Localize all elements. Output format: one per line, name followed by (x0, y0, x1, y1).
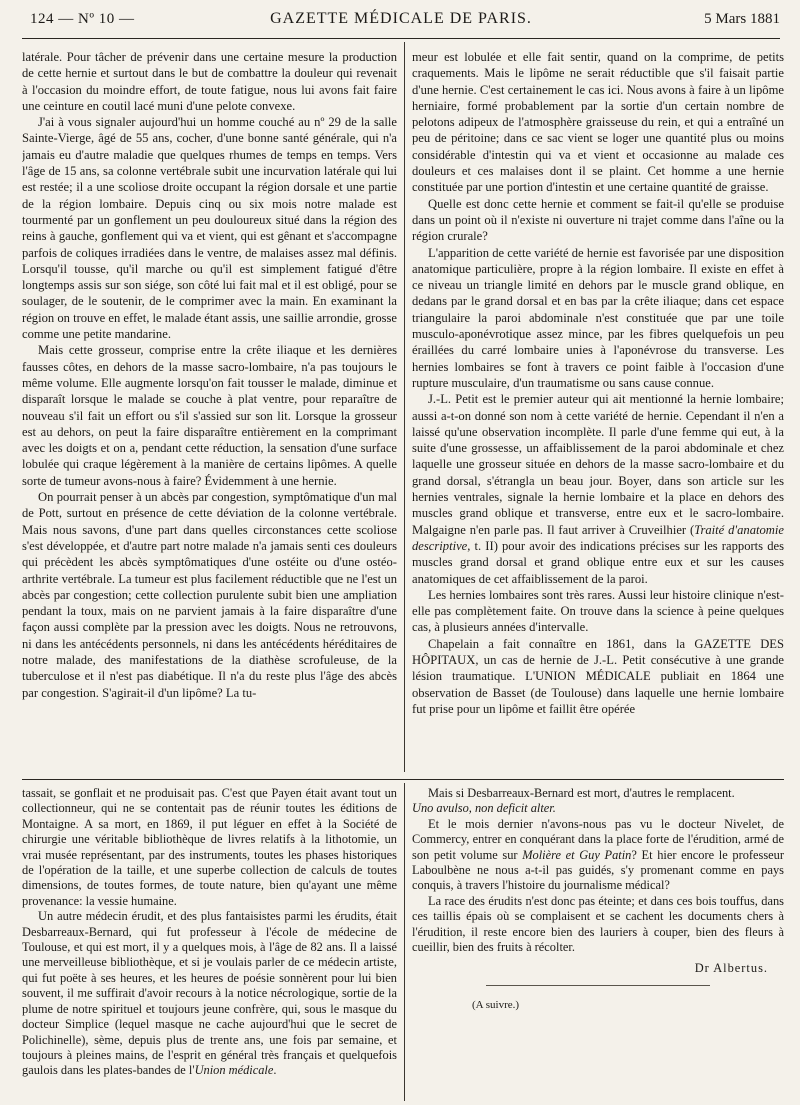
feuilleton-column-left (22, 786, 397, 1100)
page-number: 124 — Nº 10 — (30, 11, 135, 27)
paragraph-text: Mais si Desbarreaux-Bernard est mort, d'autres le remplacent. (428, 786, 735, 800)
paragraph (412, 391, 784, 587)
paragraph-text: . (273, 1063, 277, 1078)
journal-name: Union médicale (194, 1063, 274, 1078)
article-column-right (412, 49, 784, 773)
paragraph: J'ai à vous signaler aujourd'hui un homme couché au nº 29 de la salle Sainte-Vierge, âgé de 55 ans, cocher, d'une bonne santé générale, qui n'a jamais eu d'autre maladie que quelques rhumes de temps en temps. Vers l'âge de 15 ans, sa colonne vertébrale subit une incurvation latérale qui lui est restée; il a une scoliose droite occupant la région dorsale et une partie de la région lombaire. Depuis cinq ou six mois notre malade est tourmenté par un gonflement un peu douloureux situé dans la région des reins à gauche, gonflement qui va et vient, qui est gênant et s'accompagne parfois de coliques irradiées dans le ventre, de malaises assez mal définis. Lorsqu'il tousse, qu'il marche ou qu'il est simplement fatigué d'être longtemps assis sur son siége, son côté lui fait mal et il est obligé, pour se soulager, de le soutenir, de le comprimer avec la main. En examinant la région on trouve en effet, le malade étant assis, une saillie arrondie, grosse comme une petite mandarine. (22, 115, 397, 342)
feuilleton-column-right (412, 786, 784, 1100)
paragraph-text: Et le mois dernier n'avons-nous pas vu le docteur Nivelet, de Commercy, entrer en conquérant dans la place forte de l'érudition, armé de son petit volume sur (412, 816, 784, 862)
paragraph: meur est lobulée et elle fait sentir, quand on la comprime, de petits craquements. Mais le lipôme ne serait réductible que s'il faisait partie d'une hernie. C'est certainement le cas ici. Nous avons à faire à un lipôme herniaire, formé probablement par la sortie d'un certain nombre de pelotons adipeux de l'atmosphère graisseuse du rein, et qui a entraîné un peu de péritoine; dans ce sac vient se loger une quantité plus ou moins considérable d'intestin qui va et vient et occasionne au malade ces douleurs et ces malaises dont il se plaint. Cet homme a une hernie constituée par une portion d'intestin et une certaine quantité de graisse. (412, 50, 784, 195)
paragraph: L'apparition de cette variété de hernie est favorisée par une disposition anatomique particulière, propre à la région lombaire. Il existe en effet à ce niveau un triangle limité en dehors par le muscle grand oblique, en dedans par le grand dorsal et en bas par la crête iliaque; dans cet espace triangulaire la paroi abdominale n'est constituée que par une toile musculo-aponévrotique assez mince, par les fibres quelquefois un peu éraillées du carré lombaire unies à l'aponévrose du transverse. Les hernies lombaires se font à travers ce point faible à l'occasion d'une rupture musculaire, d'un traumatisme ou sans cause connue. (412, 245, 784, 390)
paragraph (22, 909, 397, 1078)
separator-line (486, 985, 709, 986)
paragraph: On pourrait penser à un abcès par congestion, symptômatique d'un mal de Pott, surtout en présence de cette déviation de la colonne vertébrale. Mais nous savons, d'une part dans quelles circonstances cette scoliose s'est développée, et d'autre part notre malade n'a jamais senti ces douleurs qui précèdent les abcès symptômatiques d'une ostéite ou d'une ostéo-arthrite vertébrale. La tumeur est plus facilement réductible que ne l'est un abcès par congestion; cette collection purulente subit bien une ampliation pendant la toux, mais on ne parvient jamais à la faire disparaître d'une façon aussi complète par la pression avec les doigts. Nous ne retrouvons, ni dans les antécédents personnels, ni dans les antécédents héréditaires de notre malade, des manifestations de la diathèse scrofuleuse, de la tuberculose et il n'est pas diabétique. Il n'a du reste plus l'âge des abcès par congestion. S'agirait-il d'un lipôme? La tu- (22, 490, 397, 700)
paragraph-text: Un autre médecin érudit, et des plus fantaisistes parmi les érudits, était Desbarreaux-Bernard, qui fut professeur à l'école de médecine de Toulouse, et qui est mort, il y a quelques mois, à l'âge de 82 ans. Il a laissé une merveilleuse bibliothèque, et si je voulais parler de ce médecin artiste, qui fut poëte à ses heures, et les heures de poésie sonnèrent pour lui bien souvent, il me suffirait d'avoir recours à la notice nécrologique, sortie de la plume de notre spirituel et toujours jeune confrère, qui, sous le masque du docteur Simplice (lequel masque ne cache aujourd'hui que le secret de Polichinelle), sème, depuis plus de trente ans, une fois par semaine, et toujours à pleines mains, de l'esprit en général très français et quelquefois gaulois dans les plates-bandes de l' (22, 909, 397, 1078)
paragraph (412, 817, 784, 894)
book-title: Traité d'anatomie descriptive (412, 522, 784, 553)
latin-quote: Uno avulso, non deficit alter. (412, 801, 556, 816)
paragraph-text: , t. II) pour avoir des indications précises sur les rapports des muscles grand dorsal et grand oblique entre eux et sur les causes anatomiques de cet affaiblissement de la paroi. (412, 538, 784, 586)
paragraph-text: J.-L. Petit est le premier auteur qui ait mentionné la hernie lombaire; aussi a-t-on donné son nom à cette variété de hernie. Cependant il n'en a laissé qu'une observation incomplète. Il parle d'une femme qui eut, à la suite d'une grossesse, un affaiblissement de la paroi abdominale et chez laquelle une grosseur située en dehors de la masse sacro-lombaire et du grand dorsal, s'étrangla un beau jour. Boyer, dans son article sur les hernies ventrales, signale la hernie lombaire et la place en dehors des muscles grand oblique et transverse, entre eux et le sacro-lombaire. Malgaigne n'en parle pas. Il faut arriver à Cruveilhier ( (412, 392, 784, 537)
paragraph: latérale. Pour tâcher de prévenir dans une certaine mesure la production de cette hernie et surtout dans le but de combattre la douleur qui revenait à l'occasion du moindre effort, de toute fatigue, nous lui avons fait faire une ceinture en coutil lacé muni d'une pelote convexe. (22, 50, 397, 113)
journal-title: GAZETTE MÉDICALE DE PARIS. (270, 10, 532, 27)
paragraph: La race des érudits n'est donc pas éteinte; et dans ces bois touffus, dans ces taillis épais où se complaisent et se cachent les documents chers à l'érudition, il reste encore bien des lauriers à couper, bien des fleurs à cueillir, bien des fruits à récolter. (412, 893, 784, 955)
paragraph: tassait, se gonflait et ne produisait pas. C'est que Payen était avant tout un collectionneur, qui ne se contentait pas de réunir toutes les éditions de Montaigne. A sa mort, en 1869, il put léguer en effet à la Société de chirurgie une véritable bibliothèque de livres relatifs à la lithotomie, un vrai musée représentant, par des instruments, toutes les phases historiques de l'opération de la taille, et une superbe collection de calculs de toutes dimensions, de toutes formes, de toute nature, bien qu'ayant une même provenance: la vessie humaine. (22, 786, 397, 908)
book-title: Molière et Guy Patin (522, 847, 632, 862)
paragraph: Quelle est donc cette hernie et comment se fait-il qu'elle se produise dans un point où il n'existe ni ouverture ni trajet comme dans l'aîne ou la région crurale? (412, 196, 784, 244)
column-divider-lower (404, 783, 405, 1101)
article-column-left (22, 49, 397, 773)
to-be-continued: (A suivre.) (472, 998, 520, 1011)
paragraph: Mais cette grosseur, comprise entre la crête iliaque et les dernières fausses côtes, en dehors de la masse sacro-lombaire, n'a pas toujours le même volume. Elle augmente lorsqu'on fait tousser le malade, diminue et disparaît lorsque le malade se couche à plat ventre, pour reparaître de nouveau s'il fait un effort ou s'il s'assied sur son lit. Lorsque la grosseur est au dehors, on peut la faire disparaître entièrement en la comprimant avec les doigts et on a, pendant cette réduction, la sensation d'une surface lobulée qui craque légèrement à la manière de certains lipômes. A quelle sorte de tumeur avons-nous à faire? Évidemment à une hernie. (22, 343, 397, 488)
paragraph (412, 786, 784, 817)
paragraph: Chapelain a fait connaître en 1861, dans la GAZETTE DES HÔPITAUX, un cas de hernie de J.-L. Petit consécutive à une grande lésion traumatique. L'UNION MÉDICALE publiait en 1864 une observation de Basset (de Toulouse) dans laquelle une hernie lombaire fut prise pour un lipôme et faillit être opérée (412, 636, 784, 716)
author-signature: Dr Albertus. (694, 961, 768, 976)
page-header (22, 0, 780, 39)
column-divider-upper (404, 42, 405, 772)
section-divider (22, 779, 784, 780)
paragraph-text: ? Et hier encore le professeur Laboulbène ne nous a-t-il pas guidés, s'y promenant comme en pays conquis, à travers l'histoire du journalisme médical? (412, 847, 784, 893)
issue-date: 5 Mars 1881 (704, 11, 780, 27)
paragraph: Les hernies lombaires sont très rares. Aussi leur histoire clinique n'est-elle pas complètement faite. On trouve dans la science à peine quelques cas, à plusieurs années d'intervalle. (412, 587, 784, 635)
